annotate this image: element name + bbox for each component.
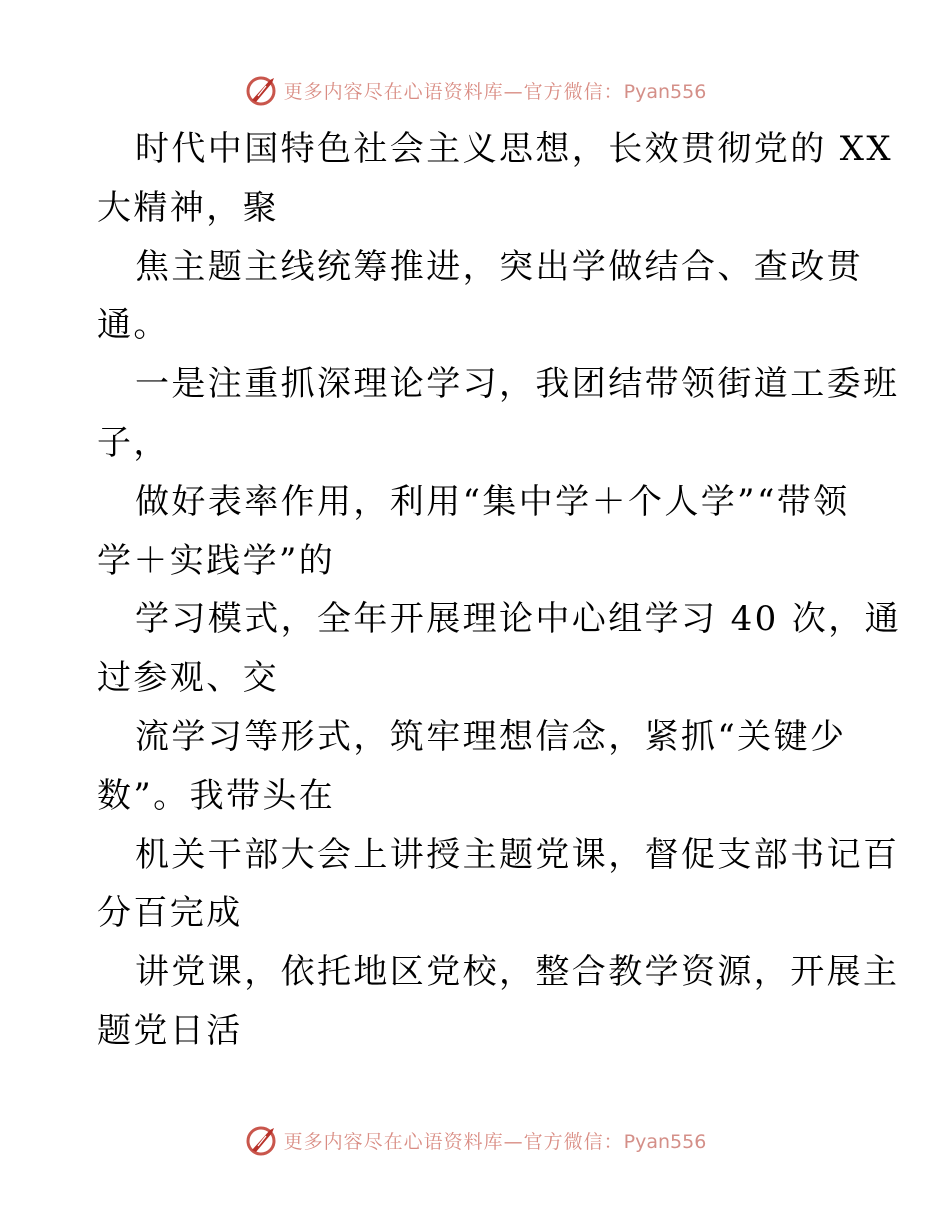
text-line: 机关干部大会上讲授主题党课，督促支部书记百 (135, 834, 900, 875)
watermark-label: 更多内容尽在心语资料库—官方微信： (283, 1130, 624, 1153)
watermark-text (284, 1127, 707, 1154)
footer-watermark (0, 1118, 950, 1162)
text-line: 子， (97, 422, 170, 463)
text-line: 一是注重抓深理论学习，我团结带领街道工委班 (135, 364, 900, 405)
text-line: 数”。我带头在 (97, 775, 336, 816)
text-line: 学习模式，全年开展理论中心组学习 40 次，通 (135, 599, 902, 640)
text-line: 时代中国特色社会主义思想，长效贯彻党的 XX (135, 129, 894, 169)
text-line: 做好表率作用，利用“集中学＋个人学”“带领 (135, 481, 850, 522)
quill-logo-icon (244, 1122, 280, 1158)
watermark-wechat-id: Pyan556 (623, 80, 707, 103)
quill-logo-icon (244, 72, 280, 108)
watermark-wechat-id: Pyan556 (623, 1130, 707, 1153)
text-line: 分百完成 (97, 893, 243, 934)
text-line: 通。 (97, 305, 170, 346)
text-line: 大精神，聚 (97, 187, 279, 228)
text-line: 过参观、交 (97, 658, 279, 699)
watermark-text (284, 77, 707, 104)
text-line: 焦主题主线统筹推进，突出学做结合、查改贯 (135, 246, 863, 287)
text-line: 讲党课，依托地区党校，整合教学资源，开展主 (135, 952, 900, 993)
text-line: 学＋实践学”的 (97, 540, 336, 581)
header-watermark (0, 68, 950, 112)
watermark-label: 更多内容尽在心语资料库—官方微信： (283, 80, 624, 103)
document-body (97, 120, 902, 1061)
text-line: 题党日活 (97, 1010, 243, 1051)
text-line: 流学习等形式，筑牢理想信念，紧抓“关键少 (135, 716, 847, 757)
